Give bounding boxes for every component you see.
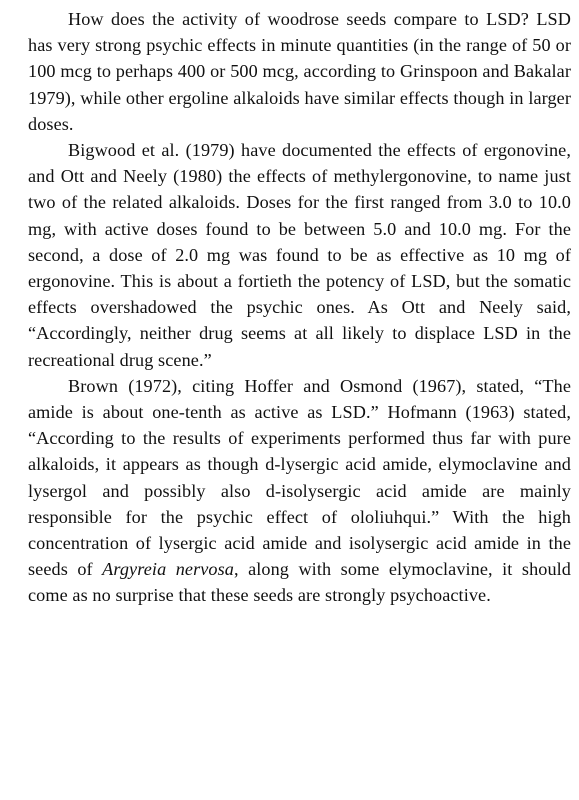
paragraph-3 [28, 373, 571, 609]
paragraph-1: How does the activity of woodrose seeds compare to LSD? LSD has very strong psychic effects in minute quantities (in the range of 50 or 100 mcg to perhaps 400 or 500 mcg, according to Grinspoon and Bakalar 1979), while other ergoline alkaloids have similar effects though in larger doses. [28, 9, 571, 134]
paragraph-3-text-before: Brown (1972), citing Hoffer and Osmond (1967), stated, “The amide is about one-tenth as active as LSD.” Hofmann (1963) stated, “According to the results of experiments performed thus far with pure alkaloids, it appears as though d-lysergic acid amide, elymoclavine and lysergol and possibly also d-isolysergic acid amide are mainly responsible for the psychic effect of ololiuhqui.” With the high concentration of lysergic acid amide and isolysergic acid amide in the seeds of [28, 375, 571, 580]
paragraph-2: Bigwood et al. (1979) have documented the effects of ergonovine, and Ott and Neely (1980) the effects of methylergonovine, to name just two of the related alkaloids. Doses for the first ranged from 3.0 to 10.0 mg, with active doses found to be between 5.0 and 10.0 mg. For the second, a dose of 2.0 mg was found to be as effective as 10 mg of ergonovine. This is about a fortieth the potency of LSD, but the somatic effects overshadowed the psychic ones. As Ott and Neely said, “Accordingly, neither drug seems at all likely to displace LSD in the recreational drug scene.” [28, 140, 571, 370]
paragraph-3-text-after: , along with some elymoclavine, it should come as no surprise that these seeds are strongly psychoactive. [28, 559, 572, 606]
species-name: Argyreia nervosa [102, 559, 234, 580]
